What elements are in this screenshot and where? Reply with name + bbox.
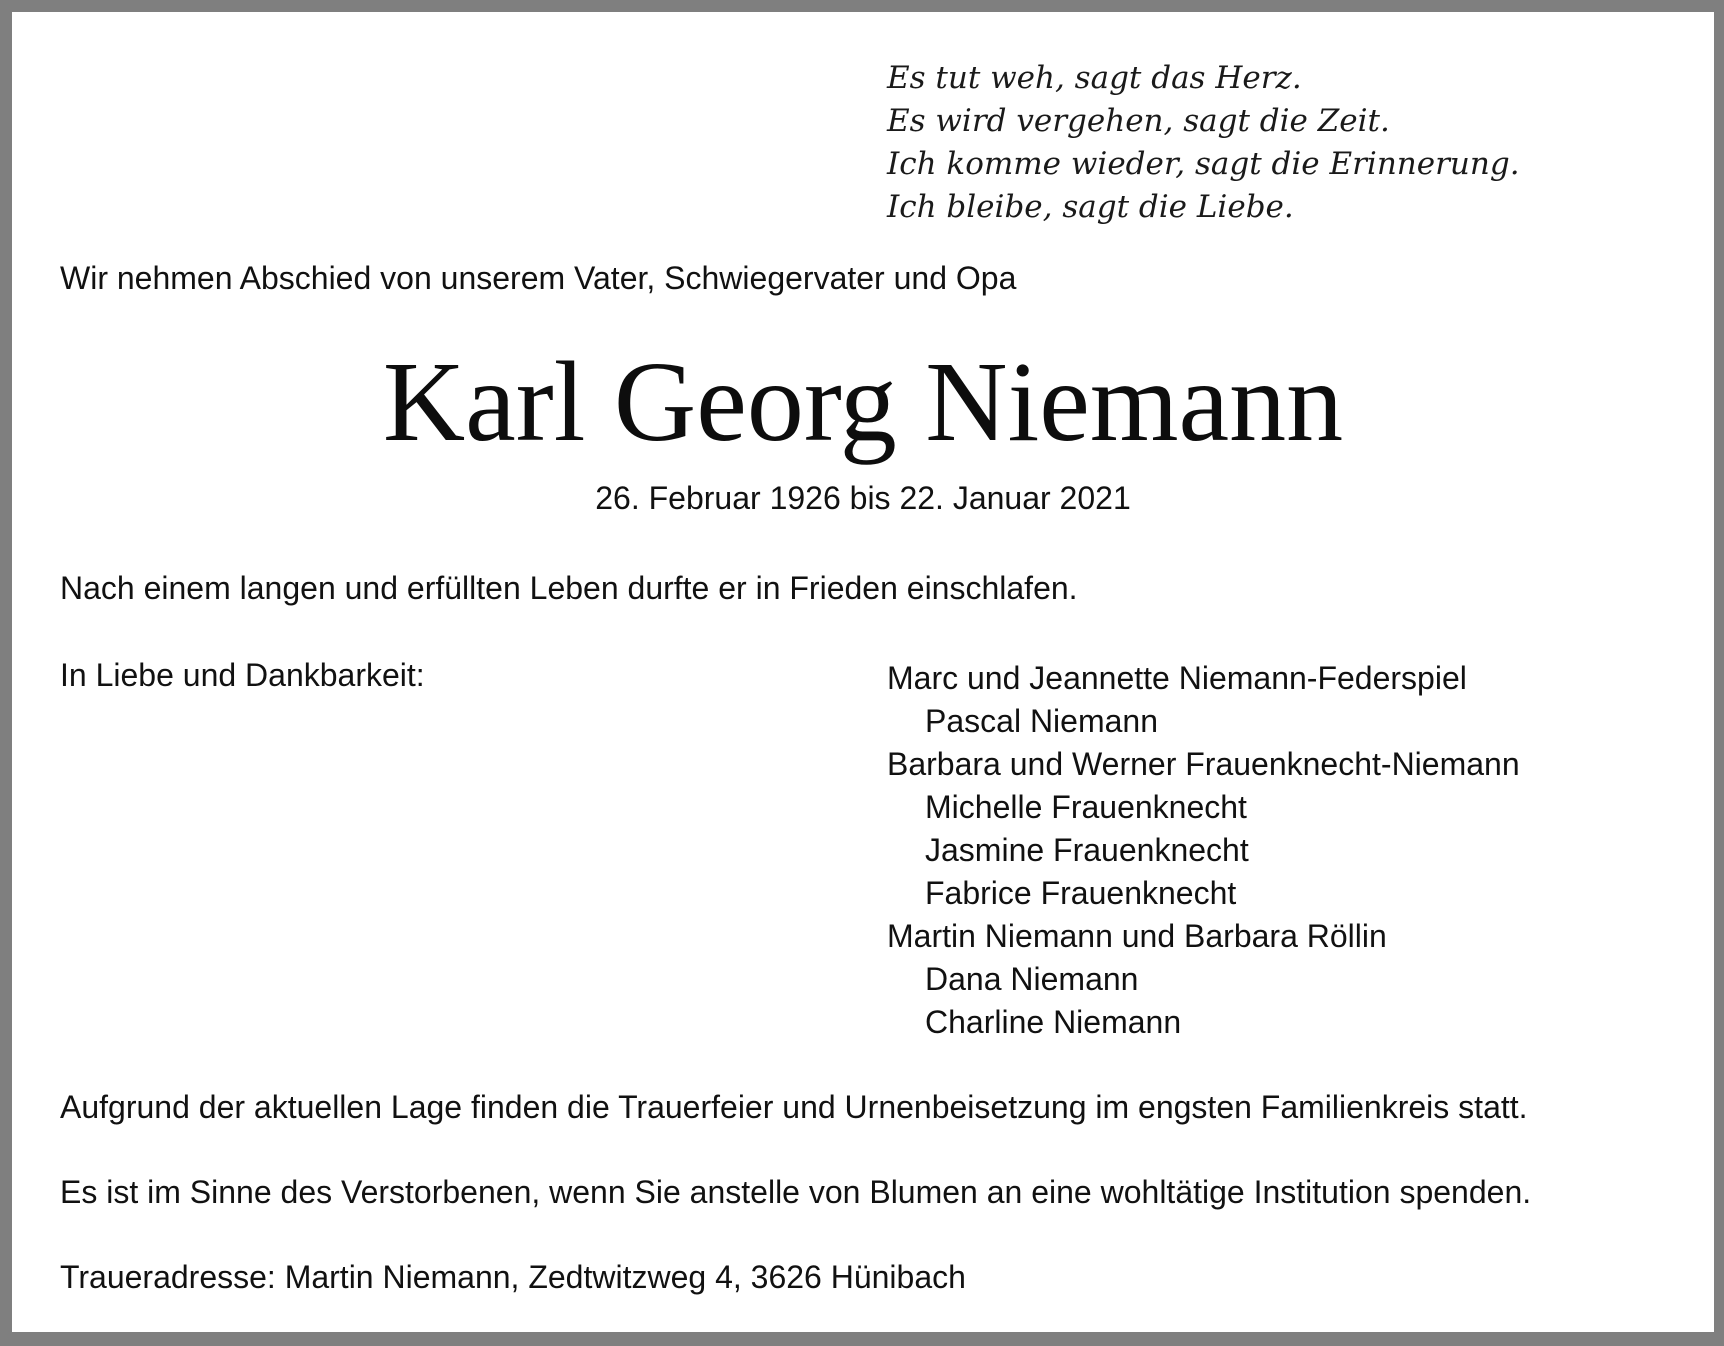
poem-line: Ich komme wieder, sagt die Erinnerung. <box>887 146 1520 182</box>
mourner-child: Jasmine Frauenknecht <box>925 832 1249 868</box>
statement-text: Nach einem langen und erfüllten Leben durfte er in Frieden einschlafen. <box>60 570 1078 606</box>
mourner-family: Marc und Jeannette Niemann-Federspiel <box>887 660 1467 696</box>
poem-line: Ich bleibe, sagt die Liebe. <box>887 189 1294 225</box>
mourner-child: Michelle Frauenknecht <box>925 789 1247 825</box>
poem-line: Es tut weh, sagt das Herz. <box>887 60 1302 96</box>
poem <box>887 57 1520 229</box>
life-dates: 26. Februar 1926 bis 22. Januar 2021 <box>595 480 1131 516</box>
mourning-address: Traueradresse: Martin Niemann, Zedtwitzweg 4, 3626 Hünibach <box>60 1259 966 1295</box>
mourners-list <box>887 657 1520 1044</box>
mourner-family: Barbara und Werner Frauenknecht-Niemann <box>887 746 1520 782</box>
mourners-intro: In Liebe und Dankbarkeit: <box>60 657 425 693</box>
poem-line: Es wird vergehen, sagt die Zeit. <box>887 103 1390 139</box>
mourner-family: Martin Niemann und Barbara Röllin <box>887 918 1387 954</box>
intro-text: Wir nehmen Abschied von unserem Vater, Schwiegervater und Opa <box>60 260 1017 296</box>
ceremony-note: Aufgrund der aktuellen Lage finden die Trauerfeier und Urnenbeisetzung im engsten Familienkreis statt. <box>60 1089 1528 1125</box>
mourner-child: Dana Niemann <box>925 961 1139 997</box>
mourner-child: Fabrice Frauenknecht <box>925 875 1237 911</box>
obituary-notice <box>12 12 1714 1332</box>
mourner-child: Pascal Niemann <box>925 703 1158 739</box>
deceased-name: Karl Georg Niemann <box>382 338 1344 465</box>
donation-note: Es ist im Sinne des Verstorbenen, wenn Sie anstelle von Blumen an eine wohltätige Institution spenden. <box>60 1174 1532 1210</box>
mourner-child: Charline Niemann <box>925 1004 1182 1040</box>
